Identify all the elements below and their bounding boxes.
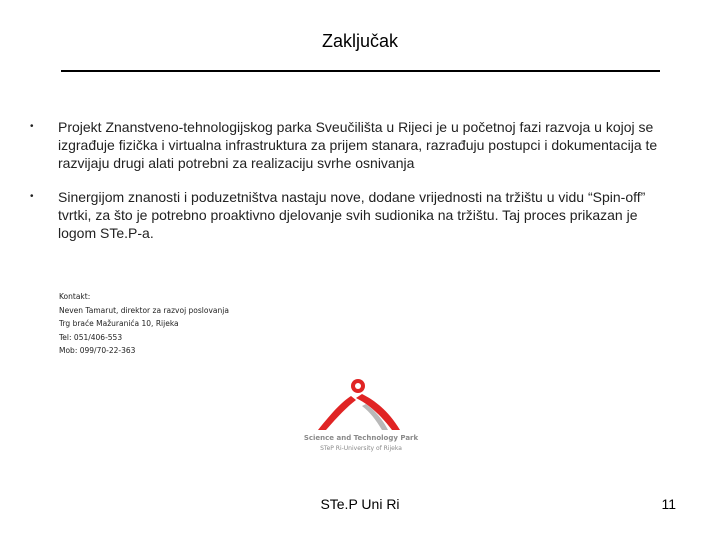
title-divider [61,70,660,72]
page-number: 11 [661,496,676,512]
contact-phone: Tel: 051/406-553 [59,332,123,342]
bullet-text: Sinergijom znanosti i poduzetništva nastaju nove, dodane vrijednosti na tržištu u vidu “Spin-off” tvrtki, za što je potrebno proaktivno djelovanje svih sudionika na tržištu. Taj proces prikazan je logom STe.P-a. [58,189,646,241]
bullet-item [30,188,670,242]
contact-mobile: Mob: 099/70-22-363 [59,346,136,355]
step-logo [296,372,426,462]
contact-heading: Kontakt: [59,292,91,301]
logo-line-1: Science and Technology Park [303,434,419,442]
bullet-item [30,118,670,172]
contact-name: Neven Tamarut, direktor za razvoj poslovanja [59,305,229,315]
bullet-symbol: • [30,121,34,132]
slide-footer: STe.P Uni Ri [320,496,400,512]
slide-title: Zaključak [321,31,399,51]
contact-address: Trg braće Mažuranića 10, Rijeka [59,319,179,328]
bullet-text: Projekt Znanstveno-tehnologijskog parka Sveučilišta u Rijeci je u početnoj fazi razvoja u kojoj se izgrađuje fizička i virtualna infrastruktura za prijem stanara, razrađuju postupci i dokumentacija te razvijaju drugi alati potrebni za realizaciju svrhe osnivanja [58,119,658,171]
bullet-list [30,118,670,242]
logo-line-2: STeP Ri-University of Rijeka [320,445,402,452]
step-logo-mark-icon [296,372,426,434]
contact-block [59,290,229,358]
bullet-symbol: • [30,191,34,202]
